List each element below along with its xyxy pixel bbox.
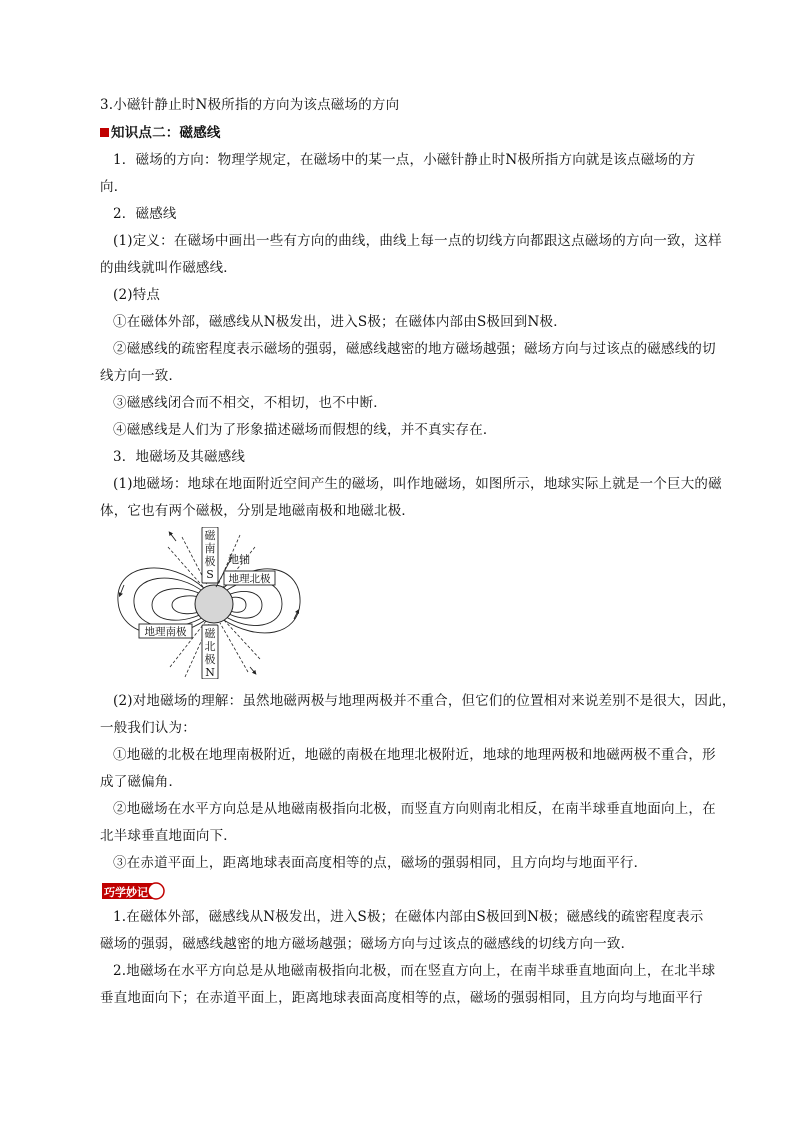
south-pole-char: 极: [204, 555, 216, 568]
text-line: (1)地磁场：地球在地面附近空间产生的磁场，叫作地磁场，如图所示，地球实际上就是一个巨大的磁: [113, 476, 722, 492]
geomagnetic-field-figure: [110, 527, 340, 679]
north-pole-char: N: [205, 666, 215, 679]
text-line: (2)特点: [113, 287, 161, 303]
axis-label: 地轴: [228, 553, 250, 566]
tips-badge: [100, 881, 166, 901]
section-heading-text: 知识点二：磁感线: [111, 125, 221, 141]
text-line: 3．地磁场及其磁感线: [113, 449, 246, 465]
south-pole-char: 磁: [204, 529, 216, 542]
text-line: ④磁感线是人们为了形象描述磁场而假想的线，并不真实存在．: [113, 422, 497, 438]
geo-south-label: 地理南极: [144, 626, 187, 638]
text-line: 垂直地面向下；在赤道平面上，距离地球表面高度相等的点，磁场的强弱相同，且方向均与地面平行: [100, 990, 703, 1006]
text-line: 线方向一致．: [100, 368, 183, 384]
text-line: 一般我们认为：: [100, 720, 196, 736]
south-pole-char: 南: [204, 542, 216, 555]
text-line: 的曲线就叫作磁感线．: [100, 260, 237, 276]
north-pole-char: 北: [204, 640, 216, 653]
text-line: (2)对地磁场的理解：虽然地磁两极与地理两极并不重合，但它们的位置相对来说差别不是很大，因此，: [113, 693, 736, 709]
tips-badge-text: 巧学妙记: [104, 886, 148, 899]
north-pole-char: 极: [204, 653, 216, 666]
section-heading: [100, 124, 221, 142]
text-line: 2.地磁场在水平方向总是从地磁南极指向北极，而在竖直方向上，在南半球垂直地面向上，在北半球: [113, 963, 716, 979]
text-line: ②磁感线的疏密程度表示磁场的强弱，磁感线越密的地方磁场越强；磁场方向与过该点的磁感线的切: [113, 341, 716, 357]
text-line: 1.在磁体外部，磁感线从N极发出，进入S极；在磁体内部由S极回到N极；磁感线的疏密程度表示: [113, 909, 704, 925]
south-pole-char: S: [206, 568, 214, 581]
text-line: ①在磁体外部，磁感线从N极发出，进入S极；在磁体内部由S极回到N极．: [113, 314, 567, 330]
text-line: 北半球垂直地面向下．: [100, 828, 237, 844]
text-line: 2．磁感线: [113, 206, 177, 222]
text-line: 3.小磁针静止时N极所指的方向为该点磁场的方向: [100, 97, 400, 113]
north-pole-char: 磁: [204, 627, 216, 640]
text-line: ②地磁场在水平方向总是从地磁南极指向北极，而竖直方向则南北相反，在南半球垂直地面向上，在: [113, 801, 716, 817]
text-line: ①地磁的北极在地理南极附近，地磁的南极在地理北极附近，地球的地理两极和地磁两极不重合，形: [113, 747, 716, 763]
earth-globe: [195, 585, 233, 623]
text-line: 磁场的强弱，磁感线越密的地方磁场越强；磁场方向与过该点的磁感线的切线方向一致．: [100, 936, 635, 952]
text-line: 成了磁偏角．: [100, 774, 183, 790]
text-line: 1．磁场的方向：物理学规定，在磁场中的某一点，小磁针静止时N极所指方向就是该点磁场的方: [113, 152, 696, 168]
text-line: ③磁感线闭合而不相交，不相切，也不中断．: [113, 395, 387, 411]
text-line: 体，它也有两个磁极，分别是地磁南极和地磁北极．: [100, 503, 416, 519]
geo-north-label: 地理北极: [228, 573, 271, 585]
text-line: 向．: [100, 179, 128, 195]
section-marker-icon: [100, 128, 109, 137]
text-line: (1)定义：在磁场中画出一些有方向的曲线，曲线上每一点的切线方向都跟这点磁场的方向一致，这样: [113, 233, 722, 249]
text-line: ③在赤道平面上，距离地球表面高度相等的点，磁场的强弱相同，且方向均与地面平行．: [113, 855, 648, 871]
